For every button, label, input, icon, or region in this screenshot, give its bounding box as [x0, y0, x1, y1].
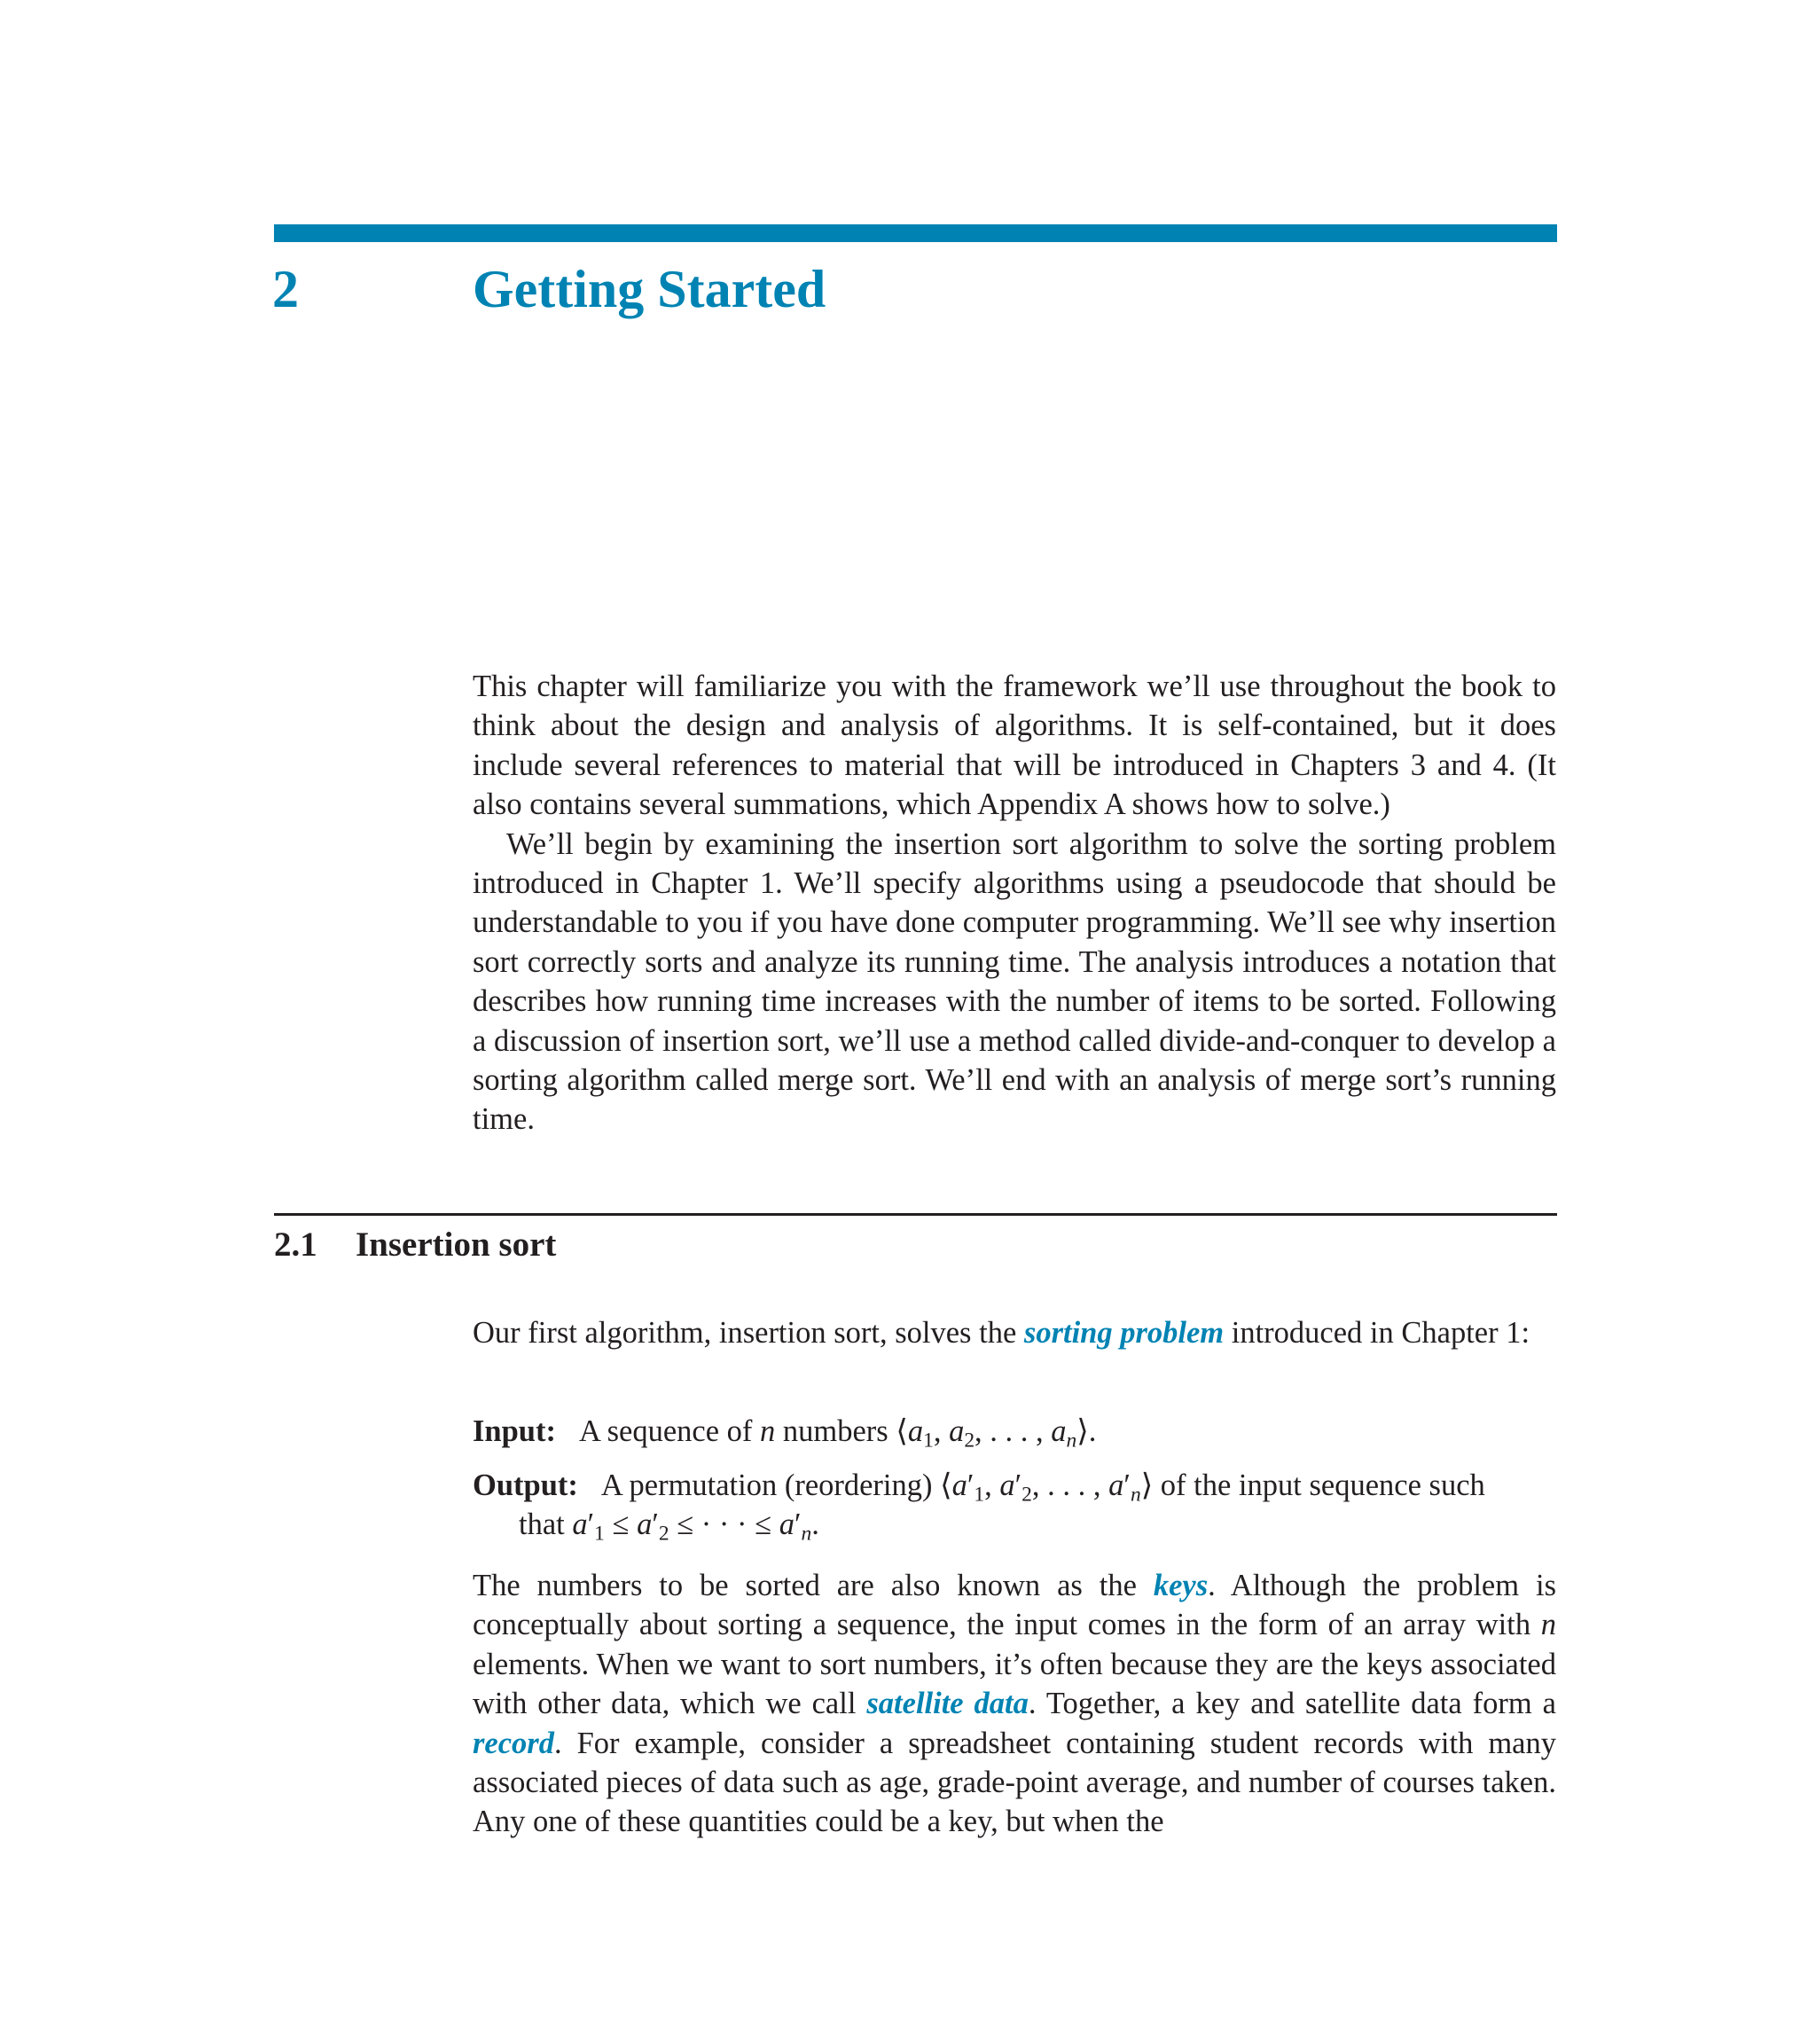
text-run: Our first algorithm, insertion sort, solves the: [473, 1316, 1024, 1350]
intro-paragraph-2: We’ll begin by examining the insertion sort algorithm to solve the sorting problem introduced in Chapter 1. We’ll specify algorithms using a pseudocode that should be understandable to you if you have done computer programming. We’ll see why insertion sort correctly sorts and analyze its running time. The analysis introduces a notation that describes how running time increases with the number of items to be sorted. Following a discussion of insertion sort, we’ll use a method called divide-and-conquer to develop a sorting algorithm called merge sort. We’ll end with an analysis of merge sort’s running time.: [473, 826, 1556, 1137]
text-run: numbers: [775, 1414, 896, 1448]
text-run: . For example, consider a spreadsheet containing student records with many associated pieces of data such as age, grade-point average, and number of courses taken. Any one of these quantities could be a key, but when the: [473, 1726, 1556, 1839]
chapter-title: Getting Started: [473, 260, 826, 318]
section-rule: [274, 1213, 1557, 1216]
input-sequence-math: $⟨a_1$, $a_2$, . . . , $a_n⟩$.: [896, 1414, 1097, 1453]
intro-paragraph-1: This chapter will familiarize you with the framework we’ll use throughout the book to think about the design and analysis of algorithms. It is self-contained, but it does include several references to material that will be introduced in Chapters 3 and 4. (It also contains several summations, which Appendix A shows how to solve.): [473, 670, 1556, 822]
chapter-intro: [473, 667, 1556, 1139]
term-sorting-problem: sorting problem: [1023, 1316, 1225, 1350]
chapter-number: 2: [272, 260, 299, 318]
output-spec: [473, 1466, 1556, 1545]
output-condition: [473, 1508, 819, 1546]
output-label: Output:: [473, 1468, 578, 1502]
term-keys: keys: [1153, 1569, 1209, 1602]
text-run: elements. When we want to sort numbers, it’s often because they are the keys associated with other data, which we call: [473, 1647, 1556, 1721]
section-paragraph-1: [473, 1313, 1556, 1352]
text-run: The numbers to be sorted are also known as the: [473, 1569, 1154, 1602]
section-heading: [274, 1224, 556, 1266]
term-record: record: [473, 1726, 554, 1760]
term-satellite-data: satellite data: [866, 1687, 1029, 1721]
output-permutation-math: $⟨a'_1$, $a'_2$, . . . , $a'_n⟩$: [940, 1468, 1154, 1507]
text-run: that: [519, 1508, 573, 1542]
section-paragraph-2: [473, 1566, 1556, 1842]
math-n: n: [760, 1414, 776, 1448]
input-spec: [473, 1412, 1556, 1451]
input-label: Input:: [473, 1414, 556, 1448]
text-run: A sequence of: [578, 1414, 761, 1448]
text-run: A permutation (reordering): [600, 1468, 941, 1502]
section-number: 2.1: [274, 1226, 317, 1264]
math-n: n: [1540, 1608, 1556, 1642]
text-run: of the input sequence such: [1153, 1468, 1485, 1502]
text-run: . Although the problem is conceptually about sorting a sequence, the input comes in the form of an array with: [473, 1569, 1556, 1642]
chapter-top-rule: [274, 224, 1557, 242]
text-run: introduced in Chapter 1:: [1224, 1316, 1530, 1350]
text-run: . Together, a key and satellite data form a: [1028, 1687, 1556, 1721]
output-order-math: $a'_1 \le a'_2$ ≤ · · · ≤ $a'_n$.: [572, 1508, 819, 1546]
section-title: Insertion sort: [356, 1226, 557, 1264]
